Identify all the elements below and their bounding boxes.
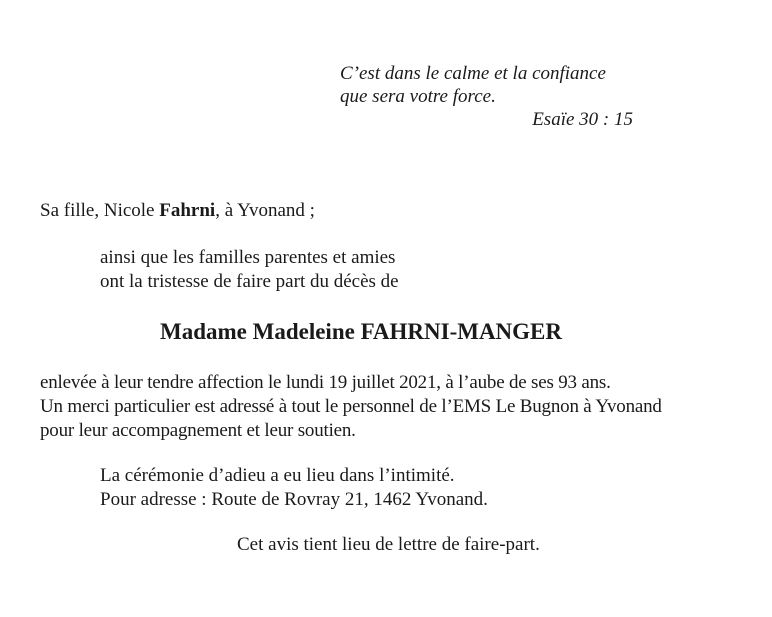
- ceremony-line-2: Pour adresse : Route de Rovray 21, 1462 Yvonand.: [100, 489, 488, 510]
- family-sorrow-paragraph: [100, 246, 752, 294]
- details-line-2: Un merci particulier est adressé à tout le personnel de l’EMS Le Bugnon à Yvonand: [40, 396, 662, 417]
- epigraph-line-1: C’est dans le calme et la confiance: [340, 63, 606, 84]
- intro-family-name: Fahrni: [159, 200, 216, 221]
- ceremony-line-1: La cérémonie d’adieu a eu lieu dans l’intimité.: [100, 465, 455, 486]
- intro-prefix: Sa fille, Nicole: [40, 200, 160, 221]
- relatives-intro-line: [40, 199, 752, 223]
- family-line-2: ont la tristesse de faire part du décès de: [100, 271, 399, 292]
- deceased-name-heading: Madame Madeleine FAHRNI-MANGER: [160, 319, 563, 344]
- epigraph-line-2: que sera votre force.: [340, 86, 496, 107]
- closing-notice-line: Cet avis tient lieu de lettre de faire-part.: [237, 534, 540, 555]
- epigraph-attribution: Esaïe 30 : 15: [532, 109, 633, 130]
- bible-epigraph: [340, 62, 635, 131]
- family-line-1: ainsi que les familles parentes et amies: [100, 247, 396, 268]
- ceremony-paragraph: [100, 464, 752, 512]
- details-line-1: enlevée à leur tendre affection le lundi 19 juillet 2021, à l’aube de ses 93 ans.: [40, 372, 611, 393]
- death-details-paragraph: [40, 371, 752, 443]
- details-line-3: pour leur accompagnement et leur soutien.: [40, 420, 356, 441]
- intro-suffix: , à Yvonand ;: [215, 200, 315, 221]
